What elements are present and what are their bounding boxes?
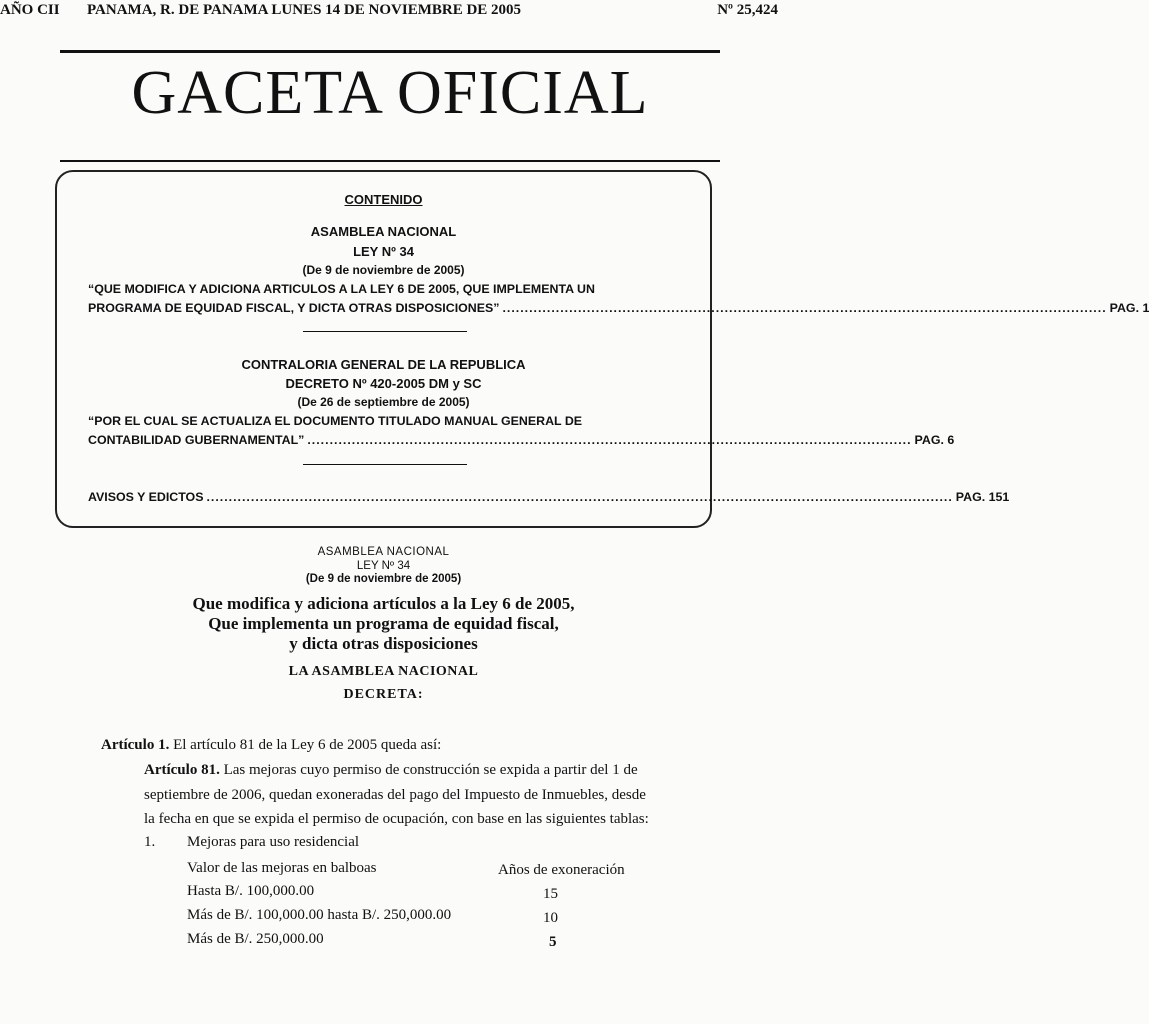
entry2-title-text: CONTABILIDAD GUBERNAMENTAL” (88, 433, 305, 447)
leader-dots: ........................................................................................................................................ (307, 433, 912, 447)
table-row-2-years: 10 (543, 910, 558, 926)
article81-line3: la fecha en que se expida el permiso de ocupación, con base en las siguientes tablas: (144, 811, 649, 827)
entry2-doc: DECRETO Nº 420-2005 DM y SC (285, 376, 482, 391)
law-institution: ASAMBLEA NACIONAL (317, 546, 450, 558)
article81-line1 (144, 758, 638, 782)
table-row-2-value: Más de B/. 100,000.00 hasta B/. 250,000.00 (187, 907, 452, 923)
article1-label: Artículo 1. (101, 737, 170, 753)
masthead-bottom-rule (60, 160, 720, 162)
entry1-doc: LEY Nº 34 (353, 244, 414, 259)
contents-heading: CONTENIDO (344, 192, 423, 207)
contents-divider-2 (303, 464, 467, 465)
article81-text: Las mejoras cuyo permiso de construcción se expida a partir del 1 de (223, 762, 638, 778)
entry1-date: (De 9 de noviembre de 2005) (302, 263, 465, 277)
assembly-heading: LA ASAMBLEA NACIONAL (288, 664, 479, 679)
gazette-title: GACETA OFICIAL (131, 59, 649, 127)
year-label: AÑO CII (0, 2, 60, 18)
place-date: PANAMA, R. DE PANAMA LUNES 14 DE NOVIEMBRE DE 2005 (87, 2, 522, 18)
table-row-1-years: 15 (543, 886, 558, 902)
leader-dots: ........................................................................................................................................ (502, 301, 1107, 315)
table-row-1-value: Hasta B/. 100,000.00 (187, 883, 315, 899)
issue-number: Nº 25,424 (717, 2, 778, 18)
article1 (101, 733, 441, 757)
table-row-3-years: 5 (549, 934, 557, 950)
entry1-institution: ASAMBLEA NACIONAL (310, 224, 457, 239)
decrees-heading: DECRETA: (343, 687, 424, 702)
law-doc: LEY Nº 34 (356, 560, 411, 572)
item-number: 1. (144, 834, 156, 850)
law-title-line1: Que modifica y adiciona artículos a la Ley 6 de 2005, (192, 594, 575, 613)
entry2-title-line1: “POR EL CUAL SE ACTUALIZA EL DOCUMENTO TITULADO MANUAL GENERAL DE (88, 414, 583, 428)
article1-text: El artículo 81 de la Ley 6 de 2005 queda así: (173, 737, 442, 753)
law-title-line3: y dicta otras disposiciones (289, 634, 478, 653)
table-row-3-value: Más de B/. 250,000.00 (187, 931, 324, 947)
masthead-info-line (0, 0, 778, 20)
masthead-top-rule (60, 50, 720, 53)
notices-page: PAG. 151 (955, 490, 1010, 504)
entry1-title-text: PROGRAMA DE EQUIDAD FISCAL, Y DICTA OTRAS DISPOSICIONES” (88, 301, 500, 315)
entry1-page: PAG. 1 (1109, 301, 1149, 315)
entry1-title-line2 (88, 301, 1149, 315)
table-col2-header: Años de exoneración (498, 862, 625, 878)
law-title-line2: Que implementa un programa de equidad fiscal, (208, 614, 559, 633)
article81-label: Artículo 81. (144, 762, 220, 778)
entry2-date: (De 26 de septiembre de 2005) (297, 395, 470, 409)
table-col1-header: Valor de las mejoras en balboas (187, 860, 377, 876)
leader-dots: ........................................................................................................................................................................ (206, 490, 953, 504)
article81-line2: septiembre de 2006, quedan exoneradas del pago del Impuesto de Inmuebles, desde (144, 787, 646, 803)
notices-label: AVISOS Y EDICTOS (88, 490, 204, 504)
entry2-title-line2 (88, 433, 955, 447)
law-date: (De 9 de noviembre de 2005) (305, 573, 462, 585)
entry2-page: PAG. 6 (914, 433, 955, 447)
entry2-institution: CONTRALORIA GENERAL DE LA REPUBLICA (241, 357, 526, 372)
entry1-title-line1: “QUE MODIFICA Y ADICIONA ARTICULOS A LA LEY 6 DE 2005, QUE IMPLEMENTA UN (88, 282, 595, 296)
contents-divider-1 (303, 331, 467, 332)
item-label: Mejoras para uso residencial (187, 834, 360, 850)
notices-line (88, 490, 1010, 504)
